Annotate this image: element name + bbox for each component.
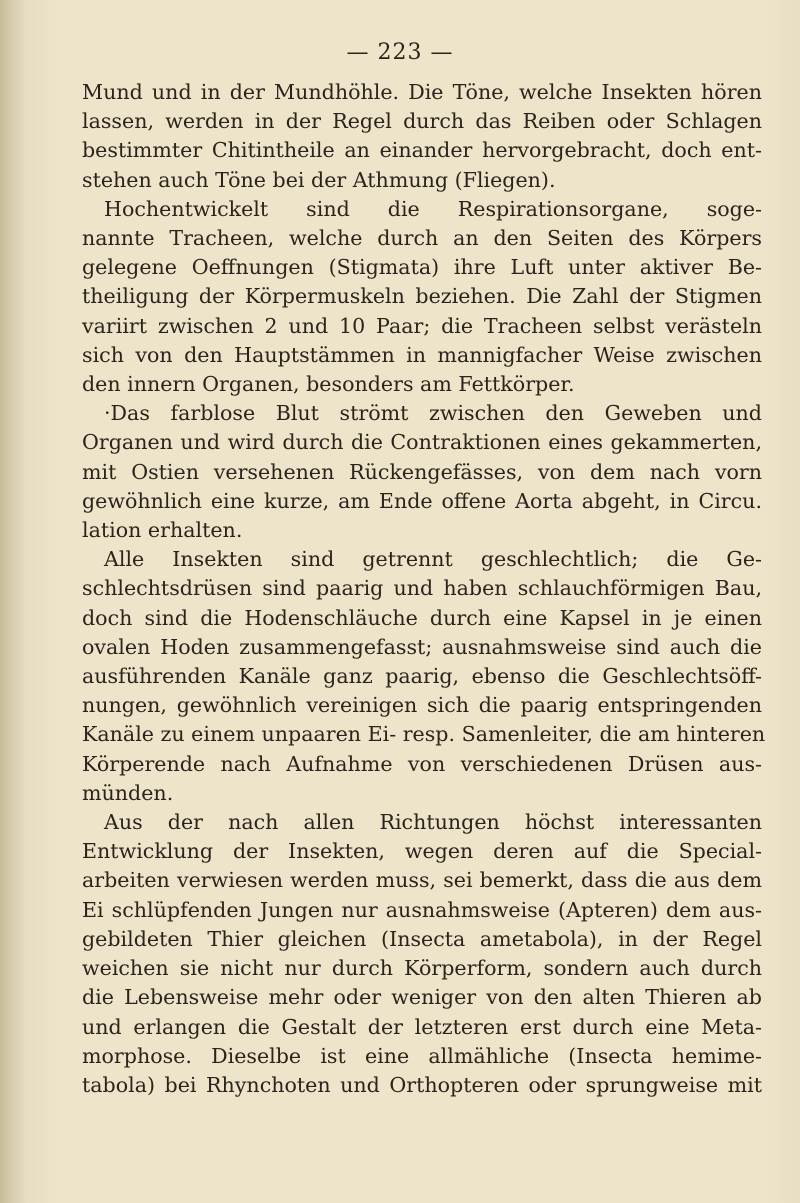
page-number: — 223 — <box>346 40 454 65</box>
text-line: gebildeten Thier gleichen (Insecta ametabola), in der Regel <box>82 926 762 951</box>
text-line: nannte Tracheen, welche durch an den Seiten des Körpers <box>82 226 762 251</box>
text-line: theiligung der Körpermuskeln beziehen. Die Zahl der Stigmen <box>82 284 762 309</box>
text-line: Alle Insekten sind getrennt geschlechtlich; die Ge- <box>104 547 762 572</box>
text-line: und erlangen die Gestalt der letzteren erst durch eine Meta- <box>82 1014 762 1039</box>
text-line: tabola) bei Rhynchoten und Orthopteren oder sprungweise mit <box>82 1072 762 1097</box>
text-line: mit Ostien versehenen Rückengefässes, von dem nach vorn <box>82 459 762 484</box>
text-line: Ei schlüpfenden Jungen nur ausnahmsweise (Apteren) dem aus- <box>82 897 762 922</box>
text-line: nungen, gewöhnlich vereinigen sich die paarig entspringenden <box>82 693 762 718</box>
text-line: arbeiten verwiesen werden muss, sei bemerkt, dass die aus dem <box>82 868 762 893</box>
text-line: ovalen Hoden zusammengefasst; ausnahmsweise sind auch die <box>82 634 762 659</box>
text-line: Körperende nach Aufnahme von verschiedenen Drüsen aus- <box>82 751 762 776</box>
text-line: schlechtsdrüsen sind paarig und haben schlauchförmigen Bau, <box>82 576 762 601</box>
text-line: stehen auch Töne bei der Athmung (Fliegen). <box>82 167 556 192</box>
text-line: variirt zwischen 2 und 10 Paar; die Tracheen selbst verästeln <box>82 313 762 338</box>
text-line: sich von den Hauptstämmen in mannigfacher Weise zwischen <box>82 342 762 367</box>
text-line: den innern Organen, besonders am Fettkörper. <box>82 372 575 397</box>
text-line: Organen und wird durch die Contraktionen eines gekammerten, <box>82 430 762 455</box>
text-line: Mund und in der Mundhöhle. Die Töne, welche Insekten hören <box>82 80 762 104</box>
text-line: doch sind die Hodenschläuche durch eine Kapsel in je einen <box>82 605 762 630</box>
text-line: morphose. Dieselbe ist eine allmähliche (Insecta hemime- <box>82 1043 762 1068</box>
text-line: Kanäle zu einem unpaaren Ei- resp. Samenleiter, die am hinteren <box>82 722 766 747</box>
text-line: Aus der nach allen Richtungen höchst interessanten <box>104 810 762 835</box>
text-line: weichen sie nicht nur durch Körperform, sondern auch durch <box>82 956 762 981</box>
text-line: lassen, werden in der Regel durch das Reiben oder Schlagen <box>82 109 762 134</box>
text-line: ·Das farblose Blut strömt zwischen den Geweben und <box>104 401 762 426</box>
text-line: Hochentwickelt sind die Respirationsorgane, soge- <box>104 196 762 221</box>
text-line: bestimmter Chitintheile an einander hervorgebracht, doch ent- <box>82 138 762 163</box>
text-line: lation erhalten. <box>82 518 243 543</box>
text-line: münden. <box>82 780 174 805</box>
body-text <box>82 78 766 1100</box>
page-spine-shadow <box>0 0 26 1203</box>
text-line: die Lebensweise mehr oder weniger von den alten Thieren ab <box>82 985 762 1010</box>
text-line: Entwicklung der Insekten, wegen deren auf die Special- <box>82 839 762 864</box>
text-line: ausführenden Kanäle ganz paarig, ebenso die Geschlechtsöff- <box>82 664 762 689</box>
text-line: gewöhnlich eine kurze, am Ende offene Aorta abgeht, in Circu. <box>82 488 762 513</box>
text-line: gelegene Oeffnungen (Stigmata) ihre Luft unter aktiver Be- <box>82 255 762 280</box>
